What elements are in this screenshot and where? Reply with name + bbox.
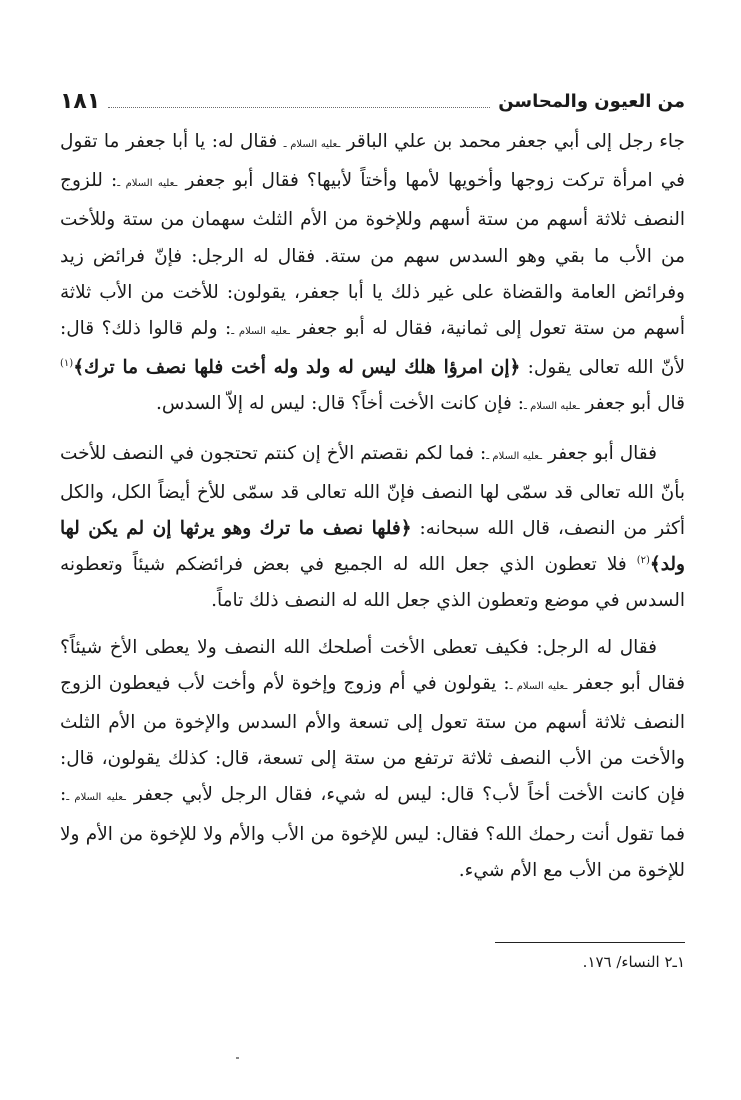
honorific: ـعليه السلام ـ [66, 792, 126, 804]
main-text [60, 124, 685, 889]
honorific: ـعليه السلام ـ [117, 178, 178, 190]
honorific: ـعليه السلام ـ [231, 326, 290, 338]
paragraph [60, 630, 685, 889]
text-run: : للزوج النصف ثلاثة أسهم من ستة أسهم وللإخوة من الأم الثلث سهمان من ستة وللأخت من الأب ما بقي وهو السدس سهم من ستة. فقال له الرجل: فإنّ فرائض زيد وفرائض العامة والقضاة على غير ذلك يا أبا جعفر، يقولون: للأخت من الأب ثلاثة أسهم من ستة تعول إلى ثمانية، فقال له أبو جعفر [60, 170, 686, 340]
text-run: : فما تقول أنت رحمك الله؟ فقال: ليس للإخوة من الأب والأم ولا للإخوة من الأم ولا للإخوة من الأب مع الأم شيء. [60, 784, 685, 881]
paragraph [60, 436, 685, 620]
quran-verse: ﴿فلها نصف ما ترك وهو يرثها إن لم يكن لها ولد﴾ [60, 518, 685, 576]
footnote-marker: (٢) [636, 555, 650, 567]
scan-speck [236, 1057, 239, 1059]
quran-verse: ﴿إن امرؤا هلك ليس له ولد وله أخت فلها نصف ما ترك﴾ [73, 357, 521, 379]
text-run: : يقولون في أم وزوج وإخوة لأم وأخت لأب فيعطون الزوج النصف ثلاثة أسهم من ستة تعول إلى تسعة والأم السدس والإخوة من الأم الثلث والأخت من الأب النصف ثلاثة ترتفع من ستة إلى تسعة، قال: كذلك يقولون، قال: فإن كانت الأخت أخاً لأب؟ قال: ليس له شيء، فقال الرجل لأبي جعفر [60, 672, 685, 806]
book-page [60, 0, 685, 1100]
book-title: من العيون والمحاسن [498, 91, 685, 112]
running-header [60, 84, 685, 114]
footnote-marker: (١) [60, 358, 74, 370]
honorific: ـعليه السلام ـ [486, 450, 543, 462]
text-run: فلا تعطون الذي جعل الله له الجميع في بعض فرائضكم شيئاً وتعطونه السدس في موضع وتعطون الذي جعل الله له النصف ذلك تاماً. [60, 554, 685, 612]
page-number: ١٨١ [60, 89, 101, 114]
text-run: : فما لكم نقصتم الأخ إن كنتم تحتجون في النصف للأخت بأنّ الله تعالى قد سمّى لها النصف فإنّ الله تعالى قد سمّى للأخ أيضاً الكل، والكل أكثر من النصف، قال الله سبحانه: [60, 442, 685, 540]
honorific: ـعليه السلام ـ [524, 401, 580, 413]
text-run: : فإن كانت الأخت أخاً؟ قال: ليس له إلاّ السدس. [156, 393, 525, 415]
footnote: ١ـ٢ النساء/ ١٧٦. [582, 953, 685, 971]
footnote-separator [495, 942, 685, 943]
paragraph [60, 124, 685, 426]
text-run: قال أبو جعفر [579, 393, 685, 415]
text-run: فقال له: يا أبا جعفر ما تقول في امرأة تركت زوجها وأخويها لأمها وأختاً لأبيها؟ فقال أبو جعفر [60, 131, 685, 192]
text-run: فقال له الرجل: فكيف تعطى الأخت أصلحك الله النصف ولا يعطى الأخ شيئاً؟ فقال أبو جعفر [60, 636, 685, 694]
text-run: فقال أبو جعفر [542, 442, 657, 464]
dot-leader [108, 106, 490, 108]
text-run: : ولم قالوا ذلك؟ قال: لأنّ الله تعالى يقول: [60, 318, 685, 379]
honorific: ـعليه السلام ـ [283, 139, 341, 150]
honorific: ـعليه السلام ـ [509, 680, 568, 692]
text-run: جاء رجل إلى أبي جعفر محمد بن علي الباقر [340, 131, 685, 152]
